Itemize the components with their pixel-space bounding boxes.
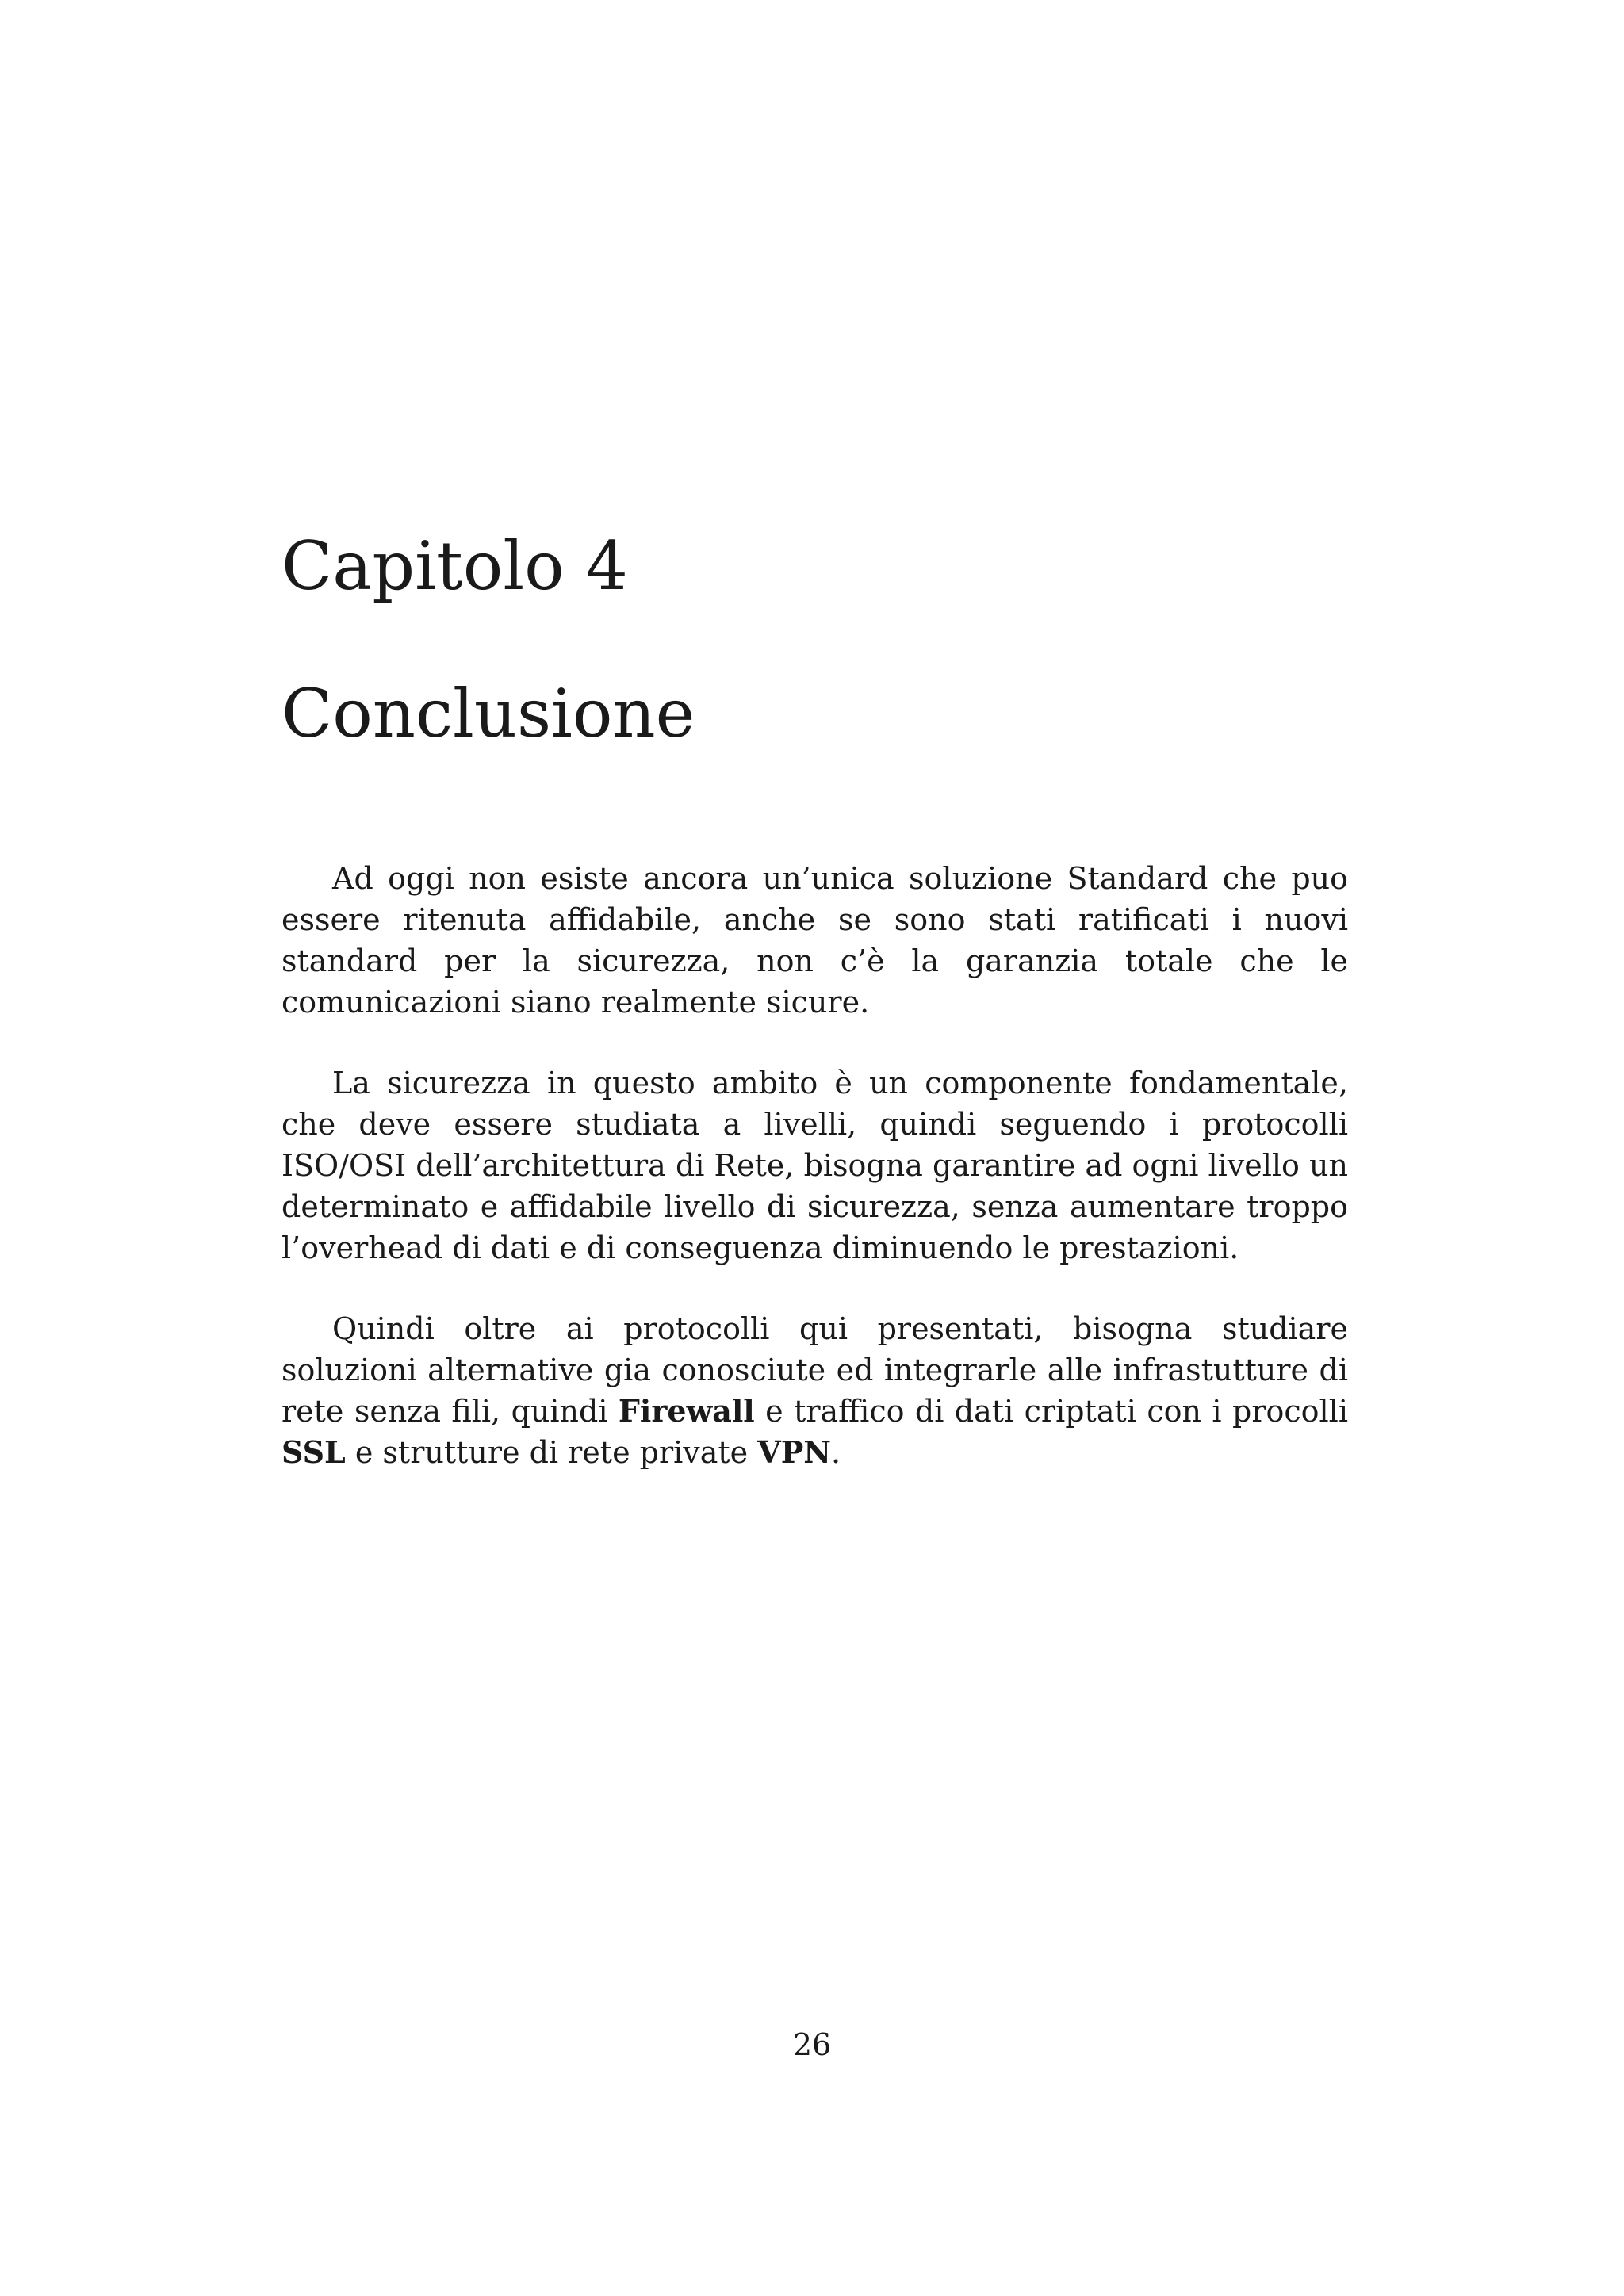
keyword-ssl: SSL — [282, 1434, 346, 1470]
paragraph-3-text-2: e traffico di dati criptati con i procolli — [754, 1394, 1348, 1429]
paragraph-3-text-3: e strutture di rete private — [345, 1435, 758, 1470]
paragraph-2: La sicurezza in questo ambito è un componente fondamentale, che deve essere studiata a livelli, quindi seguendo i protocolli ISO/OSI dell’architettura di Rete, bisogna garantire ad ogni livello un determinato e affidabile livello di sicurezza, senza aumentare troppo l’overhead di dati e di conseguenza diminuendo le prestazioni. — [282, 1066, 1348, 1265]
chapter-body — [282, 858, 1348, 1513]
page-number: 26 — [792, 2027, 832, 2062]
keyword-firewall: Firewall — [618, 1393, 755, 1429]
paragraph-1: Ad oggi non esiste ancora un’unica soluzione Standard che puo essere ritenuta affidabile, anche se sono stati ratificati i nuovi standard per la sicurezza, non c’è la garanzia totale che le comunicazioni siano realmente sicure. — [282, 861, 1348, 1020]
keyword-vpn: VPN — [757, 1434, 832, 1470]
chapter-title: Conclusione — [282, 675, 695, 752]
paragraph-3 — [282, 1308, 1348, 1473]
paragraph-3-text-1: Quindi oltre ai protocolli qui presentati, bisogna studiare soluzioni alternative gia conosciute ed integrarle alle infrastutture di rete senza fili, quindi — [282, 1311, 1348, 1429]
chapter-label: Capitolo 4 — [282, 527, 628, 605]
paragraph-3-text-4: . — [831, 1435, 841, 1470]
